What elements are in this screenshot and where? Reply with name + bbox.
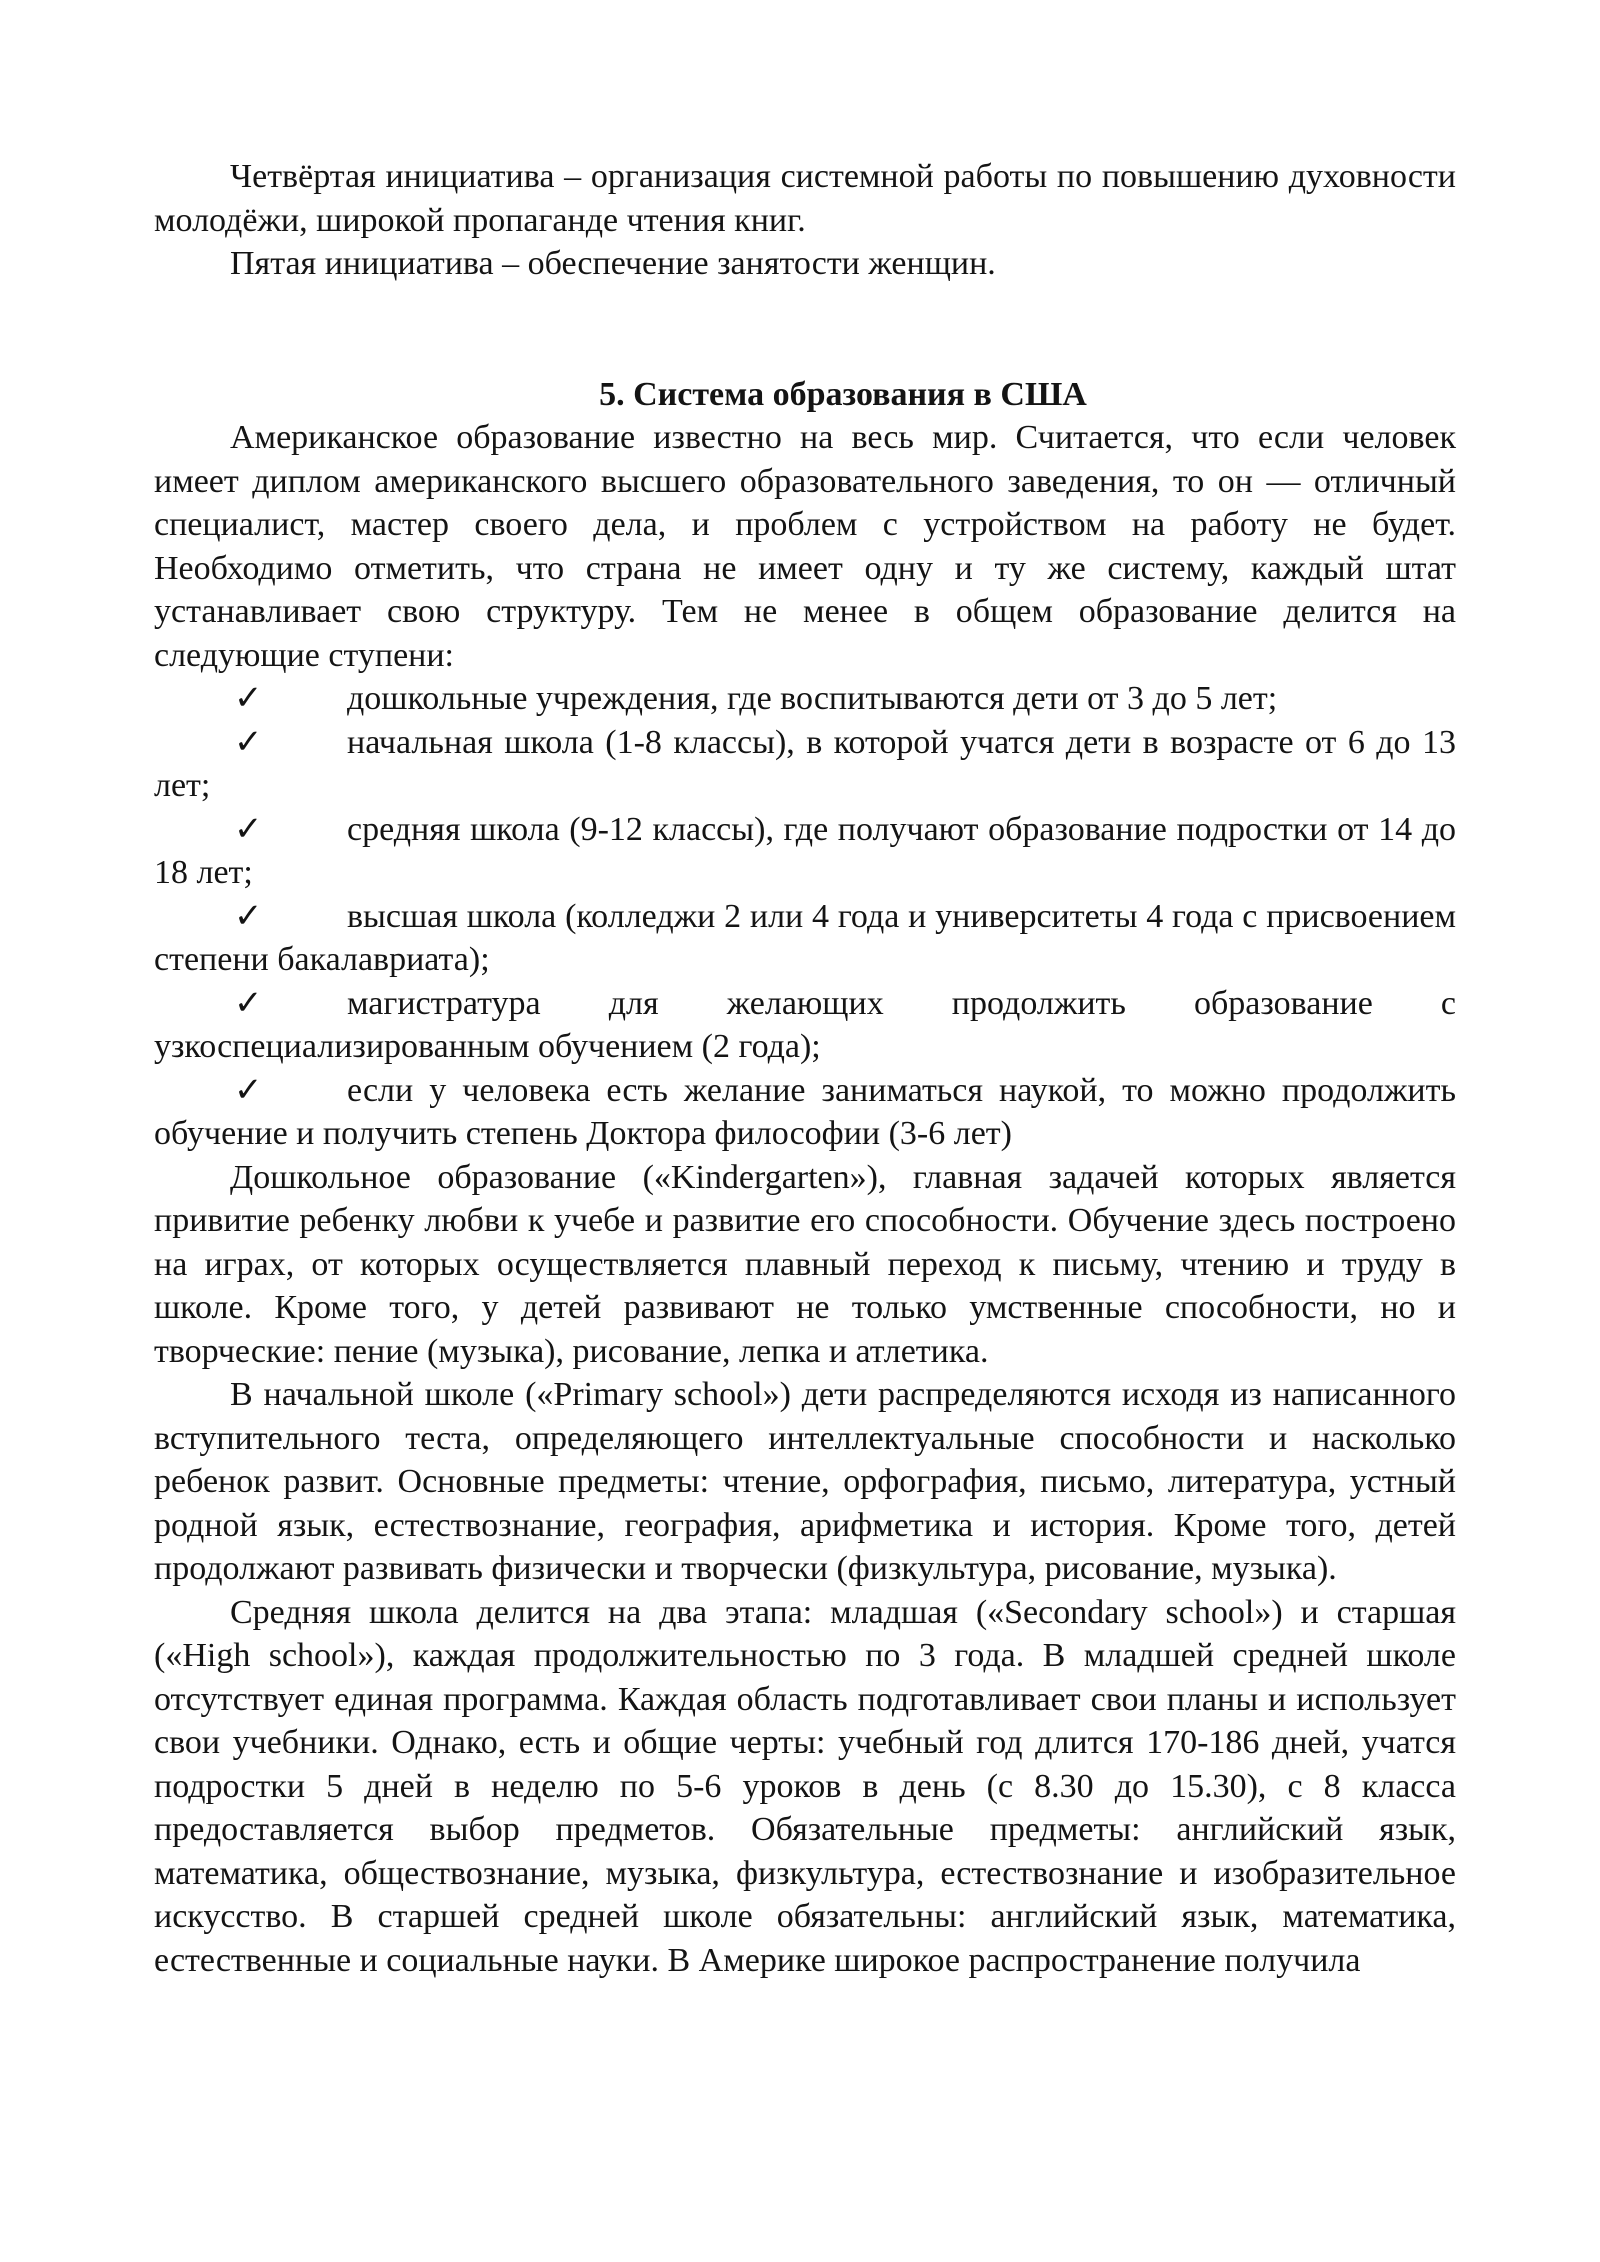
paragraph-fourth-initiative: Четвёртая инициатива – организация системной работы по повышению духовности молодёжи, широкой пропаганде чтения книг.	[154, 158, 1456, 239]
list-item	[154, 721, 1456, 808]
document-page	[154, 155, 1456, 1982]
education-stages-list	[154, 677, 1456, 1156]
list-item	[154, 677, 1456, 721]
paragraph-preschool: Дошкольное образование («Kindergarten»), главная задачей которых является привитие ребенку любви к учебе и развитие его способности. Обучение здесь построено на играх, от которых осуществляется плавный переход к письму, чтению и труду в школе. Кроме того, у детей развивают не только умственные способности, но и творческие: пение (музыка), рисование, лепка и атлетика.	[154, 1158, 1456, 1370]
list-item-text: если у человека есть желание заниматься наукой, то можно продолжить обучение и получить степень Доктора философии (3-6 лет)	[154, 1071, 1456, 1152]
list-item-text: магистратура для желающих продолжить образование с узкоспециализированным обучением (2 года);	[154, 984, 1456, 1065]
list-item-text: средняя школа (9-12 классы), где получают образование подростки от 14 до 18 лет;	[154, 810, 1456, 891]
paragraph-secondary-school: Средняя школа делится на два этапа: младшая («Secondary school») и старшая («High school»), каждая продолжительностью по 3 года. В младшей средней школе отсутствует единая программа. Каждая область подготавливает свои планы и использует свои учебники. Однако, есть и общие черты: учебный год длится 170-186 дней, учатся подростки 5 дней в неделю по 5-6 уроков в день (с 8.30 до 15.30), с 8 класса предоставляется выбор предметов. Обязательные предметы: английский язык, математика, обществознание, музыка, физкультура, естествознание и изобразительное искусство. В старшей средней школе обязательны: английский язык, математика, естественные и социальные науки. В Америке широкое распространение получила	[154, 1593, 1456, 1979]
checkmark-icon: ✓	[234, 680, 263, 717]
checkmark-icon: ✓	[234, 723, 263, 761]
section-title: 5. Система образования в США	[599, 375, 1087, 413]
list-item-text: начальная школа (1-8 классы), в которой учатся дети в возрасте от 6 до 13 лет;	[154, 723, 1456, 804]
checkmark-icon: ✓	[234, 1071, 263, 1109]
checkmark-icon: ✓	[234, 810, 263, 848]
paragraph-intro: Американское образование известно на весь мир. Считается, что если человек имеет диплом американского высшего образовательного заведения, то он — отличный специалист, мастер своего дела, и проблем с устройством на работу не будет. Необходимо отметить, что страна не имеет одну и ту же систему, каждый штат устанавливает свою структуру. Тем не менее в общем образование делится на следующие ступени:	[154, 419, 1456, 674]
list-item	[154, 808, 1456, 895]
section-spacer	[154, 286, 1456, 373]
paragraph-fifth-initiative: Пятая инициатива – обеспечение занятости женщин.	[230, 245, 996, 282]
paragraph-primary-school: В начальной школе («Primary school») дети распределяются исходя из написанного вступительного теста, определяющего интеллектуальные способности и насколько ребенок развит. Основные предметы: чтение, орфография, письмо, литература, устный родной язык, естествознание, география, арифметика и история. Кроме того, детей продолжают развивать физически и творчески (физкультура, рисование, музыка).	[154, 1376, 1456, 1587]
list-item-text: дошкольные учреждения, где воспитываются дети от 3 до 5 лет;	[347, 680, 1278, 717]
list-item	[154, 1069, 1456, 1156]
list-item	[154, 982, 1456, 1069]
checkmark-icon: ✓	[234, 897, 263, 935]
list-item-text: высшая школа (колледжи 2 или 4 года и университеты 4 года с присвоением степени бакалавриата);	[154, 897, 1456, 978]
list-item	[154, 895, 1456, 982]
checkmark-icon: ✓	[234, 984, 263, 1022]
